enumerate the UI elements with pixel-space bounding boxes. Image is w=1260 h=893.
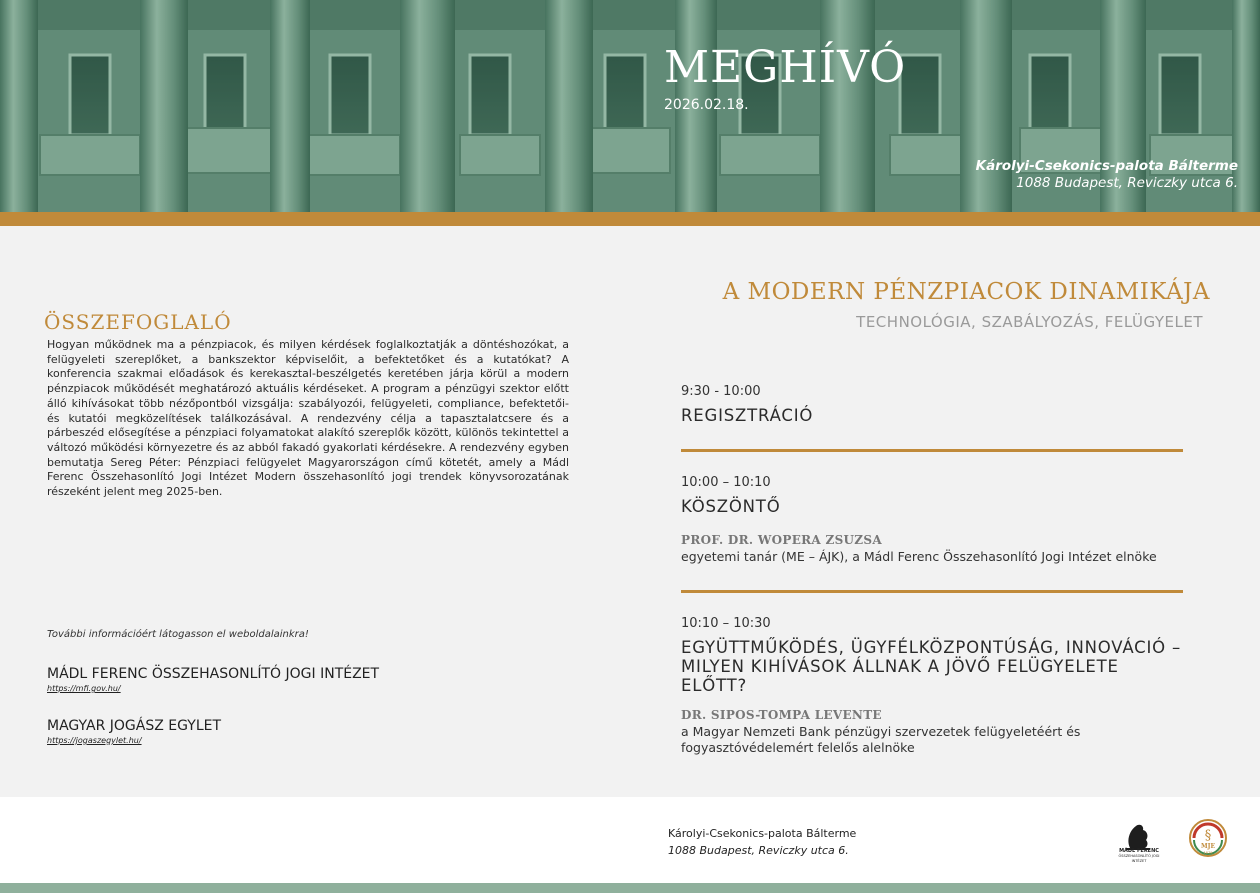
summary-text: Hogyan működnek ma a pénzpiacok, és milyen kérdések foglalkoztatják a döntéshozókat, a felügyeleti szereplőket, a bankszektor képviselőit, a befektetőket és a kutatókat? A konferencia szakmai előadások és kerekasztal-beszélgetés keretében járja körül a modern pénzpiacok működését meghatározó aktuális kérdéseket. A program a pénzügyi szektor előtt álló kihívásokat több nézőpontból vizsgálja: szabályozói, felügyeleti, compliance, befektetői- és kutatói megközelítések találkozásával. A rendezvény célja a tapasztalatcsere és a párbeszéd elősegítése a pénzpiaci folyamatokat alakító szereplők között, különös tekintettel a változó működési környezetre és az abból fakadó gyakorlati kérdésekre. A rendezvény egyben bemutatja Sereg Péter: Pénzpiaci felügyelet Magyarországon című kötetét, amely a Mádl Ferenc Összehasonlító Jogi Intézet Modern összehasonlító jogi trendek könyvsorozatának részeként jelent meg 2025-ben.	[47, 338, 569, 499]
footer-bar	[0, 883, 1260, 893]
speaker-role: a Magyar Nemzeti Bank pénzügyi szervezetek felügyeletéért és fogyasztóvédelemért felelős alelnöke	[681, 724, 1081, 755]
footer-venue-name: Károlyi-Csekonics-palota Bálterme	[668, 827, 857, 840]
footer-venue-address: 1088 Budapest, Reviczky utca 6.	[668, 844, 849, 857]
speaker-name: DR. SIPOS-TOMPA LEVENTE	[681, 708, 882, 722]
logo-text-line: MÁDL FERENC	[1119, 848, 1159, 854]
org-link-madl[interactable]: https://mfi.gov.hu/	[47, 684, 121, 693]
mje-logo-symbol: §	[1204, 828, 1212, 843]
gold-divider-band	[0, 212, 1260, 226]
program-time: 9:30 - 10:00	[681, 384, 761, 399]
conference-subtitle: TECHNOLÓGIA, SZABÁLYOZÁS, FELÜGYELET	[856, 313, 1203, 331]
program-divider	[681, 590, 1183, 593]
venue-address: 1088 Budapest, Reviczky utca 6.	[1016, 175, 1238, 191]
program-divider	[681, 449, 1183, 452]
logo-text-line: ÖSSZEHASONLÍTÓ JOGI INTÉZET	[1118, 854, 1160, 863]
program-time: 10:00 – 10:10	[681, 475, 771, 490]
invitation-title: MEGHÍVÓ	[664, 42, 907, 93]
speaker-role: egyetemi tanár (ME – ÁJK), a Mádl Ferenc Összehasonlító Jogi Intézet elnöke	[681, 549, 1157, 564]
org-link-mje[interactable]: https://jogaszegylet.hu/	[47, 736, 142, 745]
speaker-name: PROF. DR. WOPERA ZSUZSA	[681, 533, 882, 547]
summary-heading: ÖSSZEFOGLALÓ	[44, 310, 232, 334]
mje-logo-text: MJE	[1200, 843, 1216, 850]
program-title: REGISZTRÁCIÓ	[681, 406, 814, 425]
footer	[0, 797, 1260, 883]
org-name-madl: MÁDL FERENC ÖSSZEHASONLÍTÓ JOGI INTÉZET	[47, 666, 380, 682]
event-date: 2026.02.18.	[664, 97, 749, 113]
program-time: 10:10 – 10:30	[681, 616, 771, 631]
program-title: EGYÜTTMŰKÖDÉS, ÜGYFÉLKÖZPONTÚSÁG, INNOVÁCIÓ – MILYEN KIHÍVÁSOK ÁLLNAK A JÖVŐ FELÜGYELETE ELŐTT?	[681, 638, 1181, 695]
conference-title: A MODERN PÉNZPIACOK DINAMIKÁJA	[722, 279, 1210, 305]
madl-ferenc-logo-text	[1115, 849, 1163, 864]
org-name-mje: MAGYAR JOGÁSZ EGYLET	[47, 718, 222, 734]
mje-logo-year: 1879	[1203, 851, 1213, 855]
venue-name: Károlyi-Csekonics-palota Bálterme	[975, 158, 1238, 174]
more-info-note: További információért látogasson el weboldalainkra!	[47, 629, 309, 640]
program-title: KÖSZÖNTŐ	[681, 497, 781, 516]
mje-logo-icon	[1188, 818, 1228, 858]
header-banner	[0, 0, 1260, 212]
